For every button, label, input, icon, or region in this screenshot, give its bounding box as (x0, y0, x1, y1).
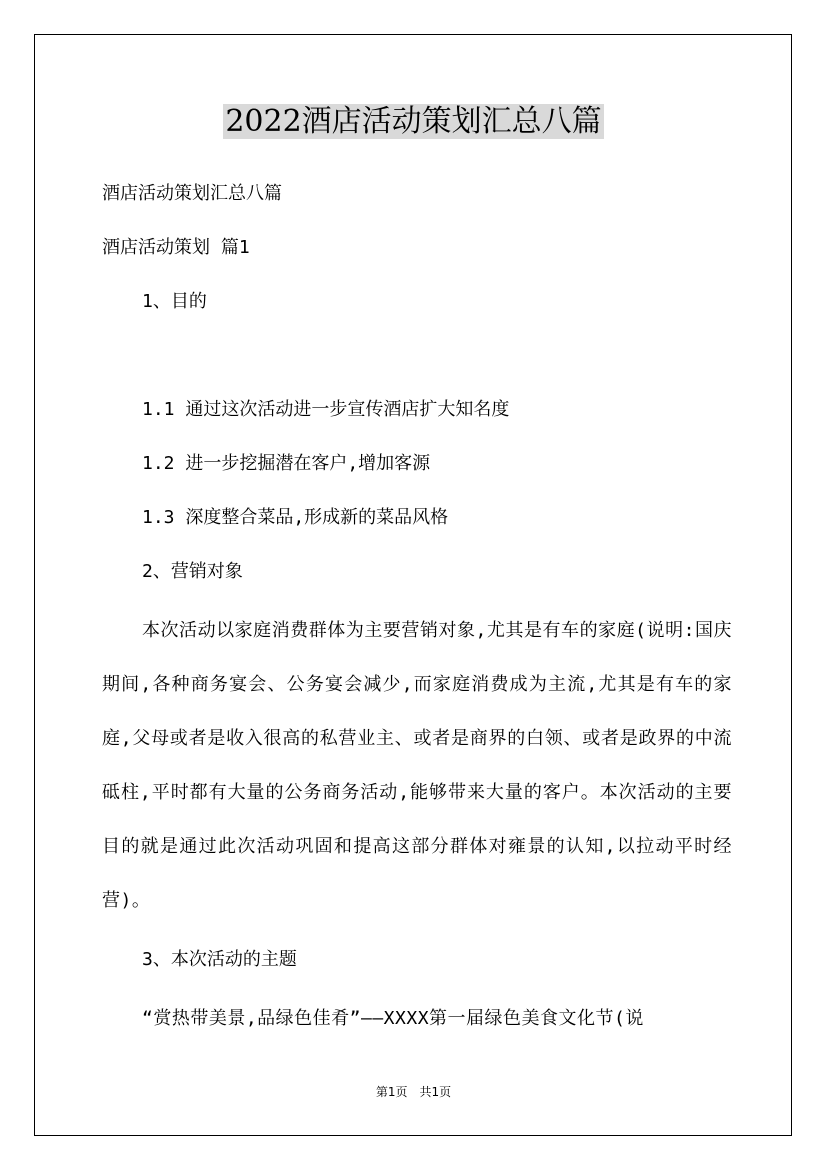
document-title (0, 100, 827, 144)
section-heading: 酒店活动策划 篇1 (102, 237, 250, 258)
heading-event-theme: 3、本次活动的主题 (142, 949, 297, 970)
paragraph-marketing-target: 本次活动以家庭消费群体为主要营销对象,尤其是有车的家庭(说明:国庆期间,各种商务宴会、公务宴会减少,而家庭消费成为主流,尤其是有车的家庭,父母或者是收入很高的私营业主、或者是商界的白领、或者是政界的中流砥柱,平时都有大量的公务商务活动,能够带来大量的客户。本次活动的主要目的就是通过此次活动巩固和提高这部分群体对雍景的认知,以拉动平时经营)。 (102, 620, 732, 911)
item-1-2: 1.2 进一步挖掘潜在客户,增加客源 (142, 453, 431, 474)
document-body (102, 172, 732, 1056)
heading-purpose: 1、目的 (142, 291, 207, 312)
document-subtitle: 酒店活动策划汇总八篇 (102, 183, 282, 204)
item-1-1: 1.1 通过这次活动进一步宣传酒店扩大知名度 (142, 399, 510, 420)
paragraph-event-theme: “赏热带美景,品绿色佳肴”——XXXX第一届绿色美食文化节(说 (142, 1008, 644, 1029)
heading-marketing-target: 2、营销对象 (142, 561, 243, 582)
page-footer: 第1页 共1页 (375, 1085, 452, 1099)
document-title-text: 2022酒店活动策划汇总八篇 (225, 104, 602, 139)
item-1-3: 1.3 深度整合菜品,形成新的菜品风格 (142, 507, 449, 528)
